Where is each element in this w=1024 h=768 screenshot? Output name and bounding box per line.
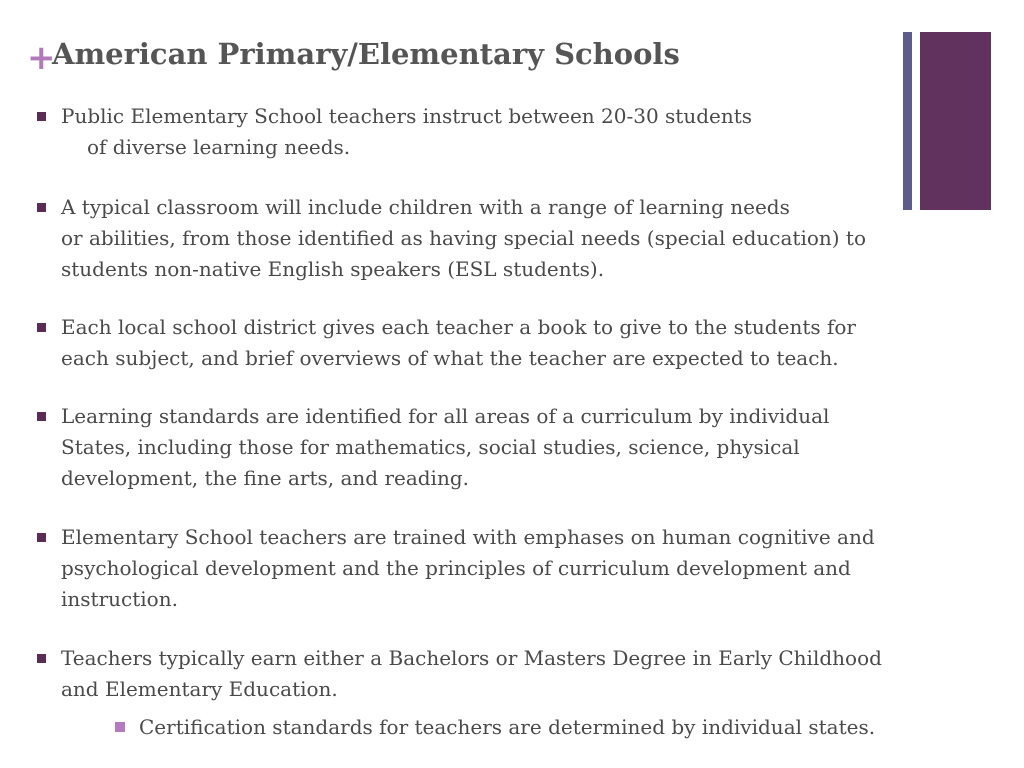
- bullet-line: States, including those for mathematics, social studies, science, physical: [61, 435, 800, 459]
- bullet-item: [61, 522, 875, 615]
- bullet-square-icon: [37, 412, 46, 421]
- bullet-square-icon: [37, 654, 46, 663]
- bullet-item: [61, 101, 752, 163]
- bullet-line: development, the fine arts, and reading.: [61, 466, 469, 490]
- bullet-line: Learning standards are identified for all areas of a curriculum by individual: [61, 404, 830, 428]
- bullet-line: or abilities, from those identified as having special needs (special education) to: [61, 226, 867, 250]
- bullet-square-icon: [37, 112, 46, 121]
- bullet-line: Teachers typically earn either a Bachelors or Masters Degree in Early Childhood: [61, 646, 882, 670]
- bullet-line: students non-native English speakers (ESL students).: [61, 257, 605, 281]
- bullet-item: [61, 192, 866, 285]
- bullet-square-icon: [37, 323, 46, 332]
- sub-bullet-item: [139, 712, 875, 743]
- bullet-line: of diverse learning needs.: [87, 135, 351, 159]
- sub-bullet-line: Certification standards for teachers are determined by individual states.: [139, 715, 876, 739]
- bullet-line: and Elementary Education.: [61, 677, 338, 701]
- bullet-square-icon: [37, 533, 46, 542]
- bullet-item: [61, 312, 856, 374]
- bullet-item: [61, 401, 829, 494]
- bullet-line: A typical classroom will include children with a range of learning needs: [61, 195, 790, 219]
- bullet-line: each subject, and brief overviews of what the teacher are expected to teach.: [61, 346, 839, 370]
- sub-bullet-square-icon: [115, 722, 125, 732]
- bullet-line: Public Elementary School teachers instruct between 20-30 students: [61, 104, 753, 128]
- bullet-line: Each local school district gives each teacher a book to give to the students for: [61, 315, 856, 339]
- decorative-bar-thin: [903, 32, 912, 210]
- slide-title: American Primary/Elementary Schools: [52, 37, 680, 71]
- decorative-bar-wide: [920, 32, 991, 210]
- bullet-line: psychological development and the principles of curriculum development and: [61, 556, 851, 580]
- plus-icon: +: [27, 38, 56, 78]
- bullet-item: [61, 643, 882, 705]
- bullet-square-icon: [37, 203, 46, 212]
- bullet-line: instruction.: [61, 587, 178, 611]
- bullet-line: Elementary School teachers are trained with emphases on human cognitive and: [61, 525, 875, 549]
